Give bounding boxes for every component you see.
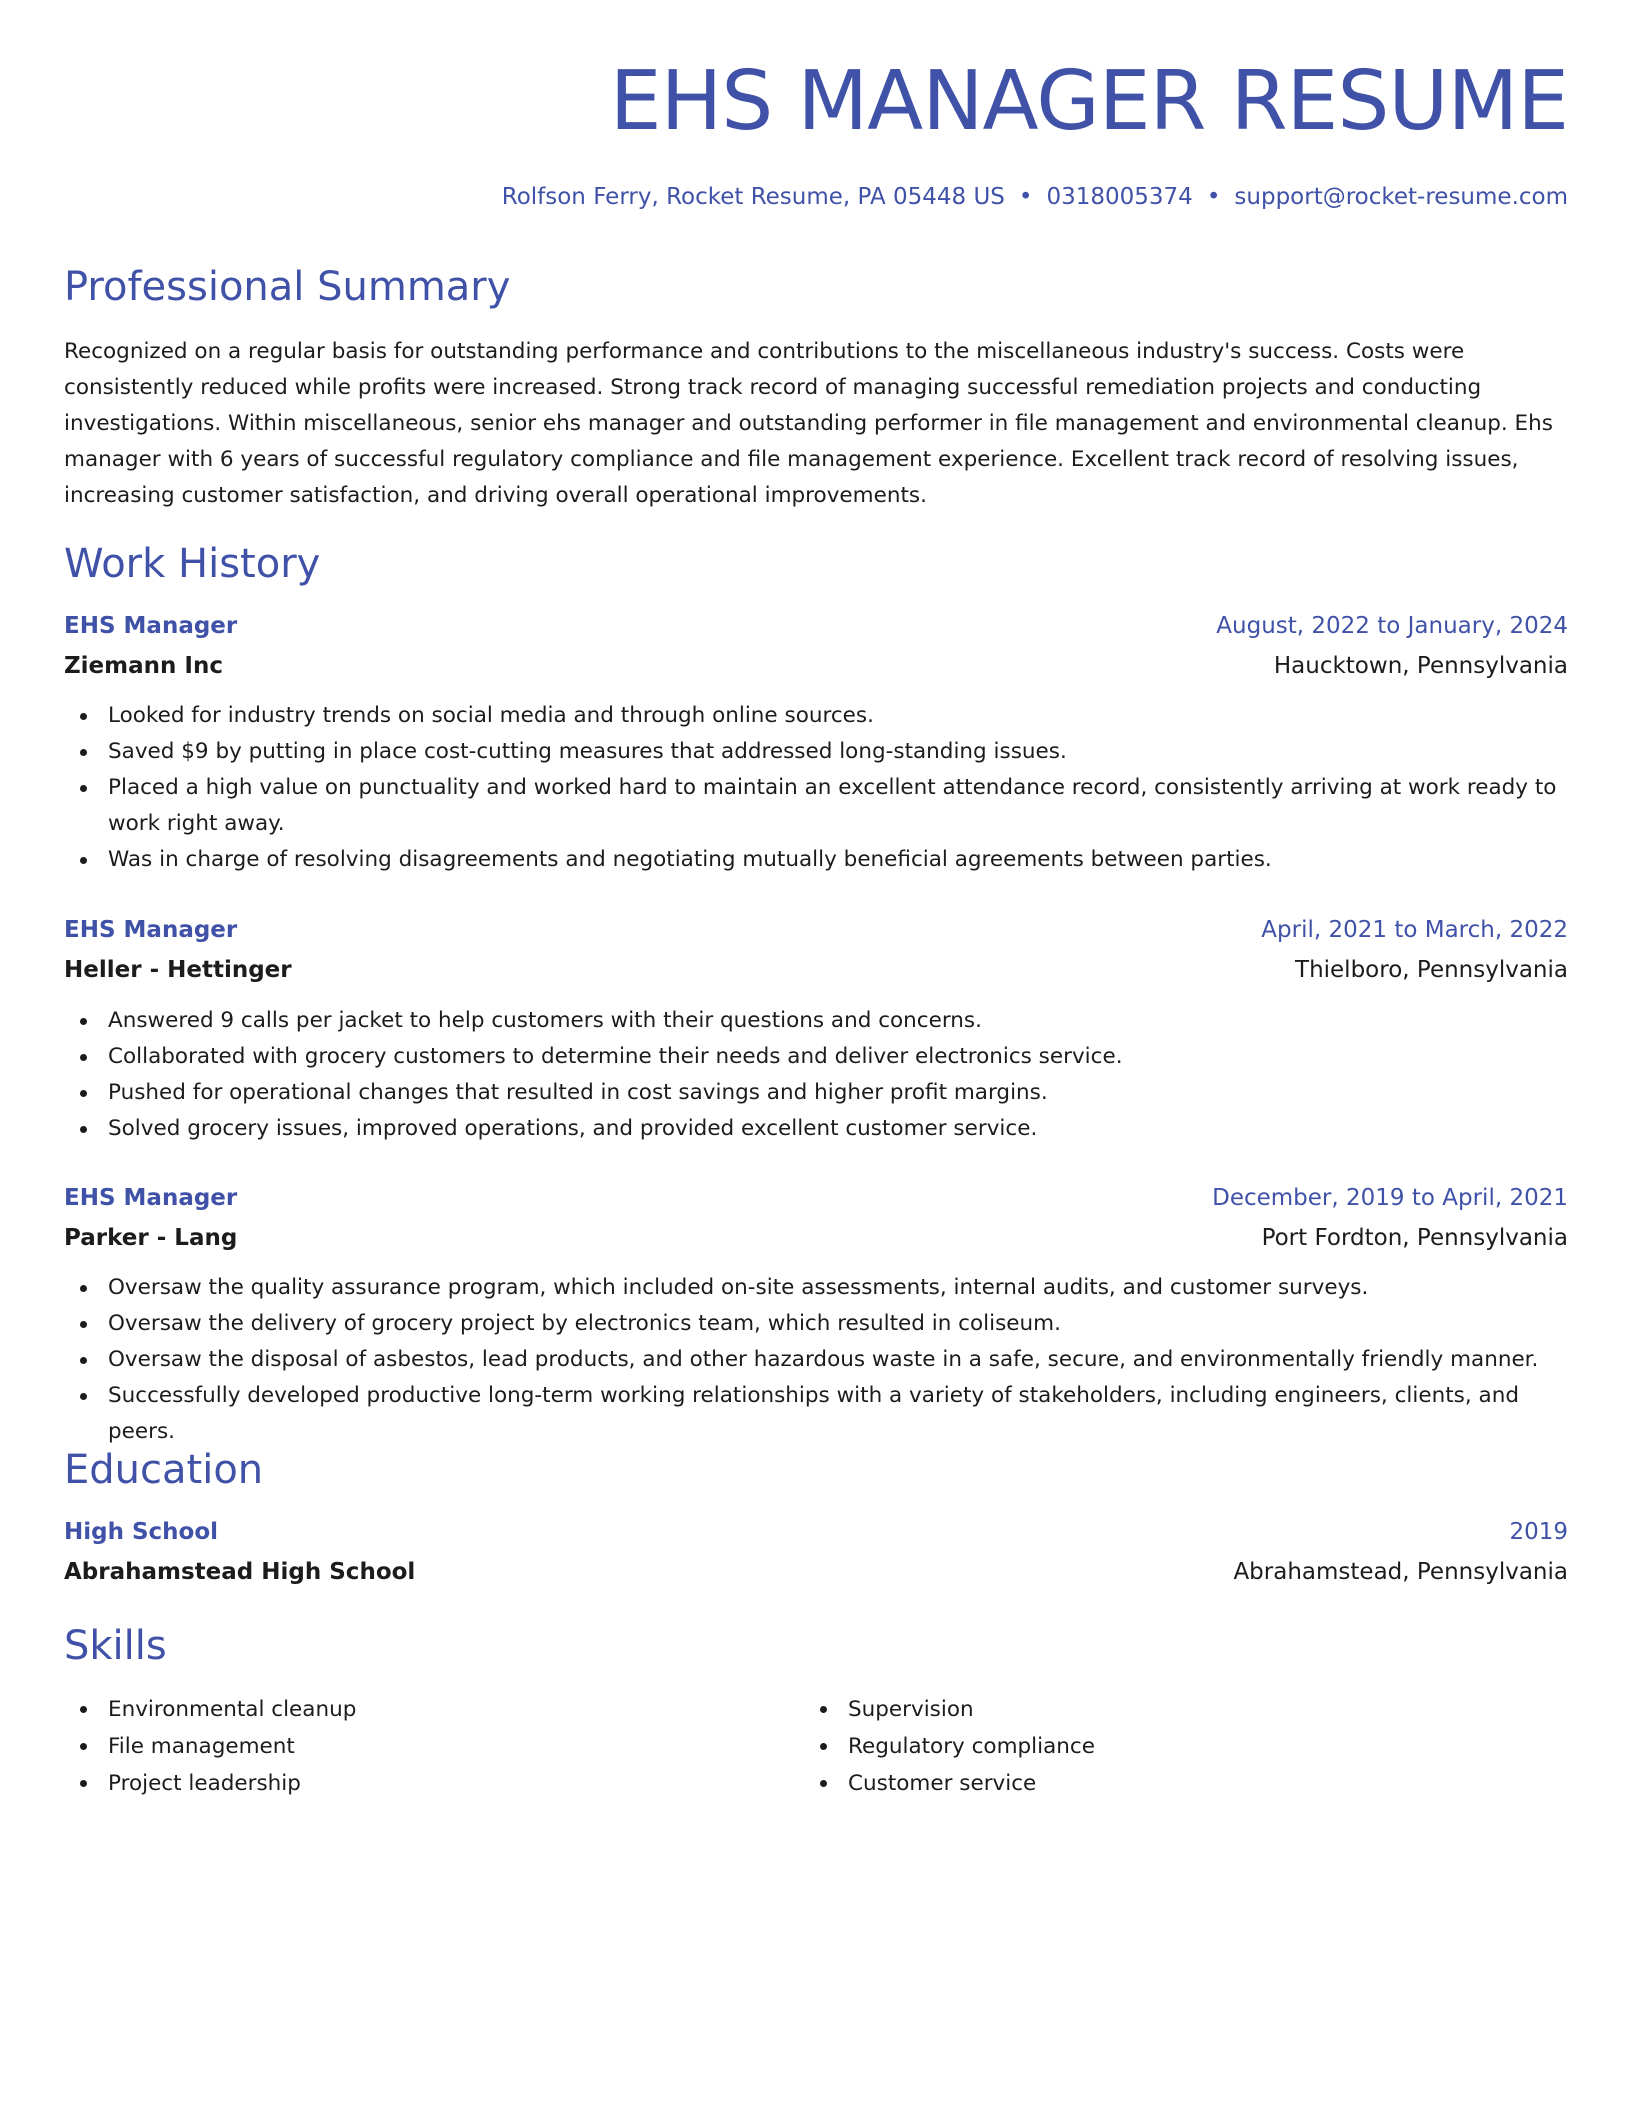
contact-line	[502, 180, 1568, 214]
list-item: Oversaw the delivery of grocery project by electronics team, which resulted in coliseum.	[64, 1306, 1568, 1342]
job-company: Heller - Hettinger	[64, 957, 292, 983]
job-company-row	[64, 646, 1568, 686]
job-role: EHS Manager	[64, 1185, 238, 1211]
skills-column-right	[804, 1691, 1504, 1802]
job-role: EHS Manager	[64, 613, 238, 639]
job-location: Thielboro, Pennsylvania	[1295, 957, 1568, 983]
job-company-row	[64, 1218, 1568, 1258]
contact-separator: •	[1018, 184, 1033, 210]
skills-bullets	[64, 1691, 764, 1802]
list-item: Successfully developed productive long-term working relationships with a variety of stakeholders, including engineers, clients, and peers.	[64, 1378, 1568, 1450]
job-header-row	[64, 1178, 1568, 1218]
contact-address: Rolfson Ferry, Rocket Resume, PA 05448 US	[501, 184, 1005, 210]
education-header-row	[64, 1512, 1568, 1552]
summary-text: Recognized on a regular basis for outstanding performance and contributions to the miscellaneous industry's success. Costs were consistently reduced while profits were increased. Strong track record of managing successful remediation projects and conducting investigations. Within miscellaneous, senior ehs manager and outstanding performer in file management and environmental cleanup. Ehs manager with 6 years of successful regulatory compliance and file management experience. Excellent track record of resolving issues, increasing customer satisfaction, and driving overall operational improvements.	[64, 339, 1553, 508]
education-heading: Education	[64, 1447, 264, 1493]
contact-separator: •	[1206, 184, 1221, 210]
job-location: Haucktown, Pennsylvania	[1273, 653, 1568, 679]
job-bullets	[64, 698, 1568, 878]
skill-item: Regulatory compliance	[804, 1728, 1504, 1765]
skill-item: Customer service	[804, 1765, 1504, 1802]
skills-heading: Skills	[64, 1623, 167, 1669]
skill-item: Supervision	[804, 1691, 1504, 1728]
job-company-row	[64, 950, 1568, 990]
skill-item: Project leadership	[64, 1765, 764, 1802]
skills-bullets	[804, 1691, 1504, 1802]
contact-email[interactable]: support@rocket-resume.com	[1234, 184, 1568, 210]
contact-phone: 0318005374	[1046, 184, 1193, 210]
skill-item: Environmental cleanup	[64, 1691, 764, 1728]
job-entry	[64, 910, 1568, 1147]
education-school-row	[64, 1552, 1568, 1592]
summary-heading: Professional Summary	[64, 264, 511, 310]
education-location: Abrahamstead, Pennsylvania	[1233, 1559, 1568, 1585]
job-header-row	[64, 606, 1568, 646]
education-degree: High School	[64, 1519, 219, 1545]
job-dates: August, 2022 to January, 2024	[1216, 613, 1568, 639]
education-school: Abrahamstead High School	[64, 1559, 416, 1585]
list-item: Looked for industry trends on social media and through online sources.	[64, 698, 1568, 734]
list-item: Placed a high value on punctuality and worked hard to maintain an excellent attendance record, consistently arriving at work ready to work right away.	[64, 770, 1568, 842]
skills-column-left	[64, 1691, 764, 1802]
education-year: 2019	[1509, 1519, 1568, 1545]
work-history-heading: Work History	[64, 541, 321, 587]
job-bullets	[64, 1003, 1568, 1147]
list-item: Pushed for operational changes that resulted in cost savings and higher profit margins.	[64, 1075, 1568, 1111]
list-item: Collaborated with grocery customers to determine their needs and deliver electronics service.	[64, 1039, 1568, 1075]
list-item: Solved grocery issues, improved operations, and provided excellent customer service.	[64, 1111, 1568, 1147]
resume-title: EHS MANAGER RESUME	[609, 54, 1568, 149]
job-bullets	[64, 1270, 1568, 1450]
job-entry	[64, 606, 1568, 878]
job-dates: December, 2019 to April, 2021	[1212, 1185, 1568, 1211]
job-company: Ziemann Inc	[64, 653, 223, 679]
job-company: Parker - Lang	[64, 1225, 238, 1251]
education-entry	[64, 1512, 1568, 1592]
job-dates: April, 2021 to March, 2022	[1261, 917, 1568, 943]
job-header-row	[64, 910, 1568, 950]
job-entry	[64, 1178, 1568, 1450]
job-location: Port Fordton, Pennsylvania	[1261, 1225, 1568, 1251]
list-item: Oversaw the disposal of asbestos, lead products, and other hazardous waste in a safe, secure, and environmentally friendly manner.	[64, 1342, 1568, 1378]
list-item: Oversaw the quality assurance program, which included on-site assessments, internal audits, and customer surveys.	[64, 1270, 1568, 1306]
list-item: Was in charge of resolving disagreements and negotiating mutually beneficial agreements between parties.	[64, 842, 1568, 878]
list-item: Answered 9 calls per jacket to help customers with their questions and concerns.	[64, 1003, 1568, 1039]
job-role: EHS Manager	[64, 917, 238, 943]
list-item: Saved $9 by putting in place cost-cutting measures that addressed long-standing issues.	[64, 734, 1568, 770]
skill-item: File management	[64, 1728, 764, 1765]
